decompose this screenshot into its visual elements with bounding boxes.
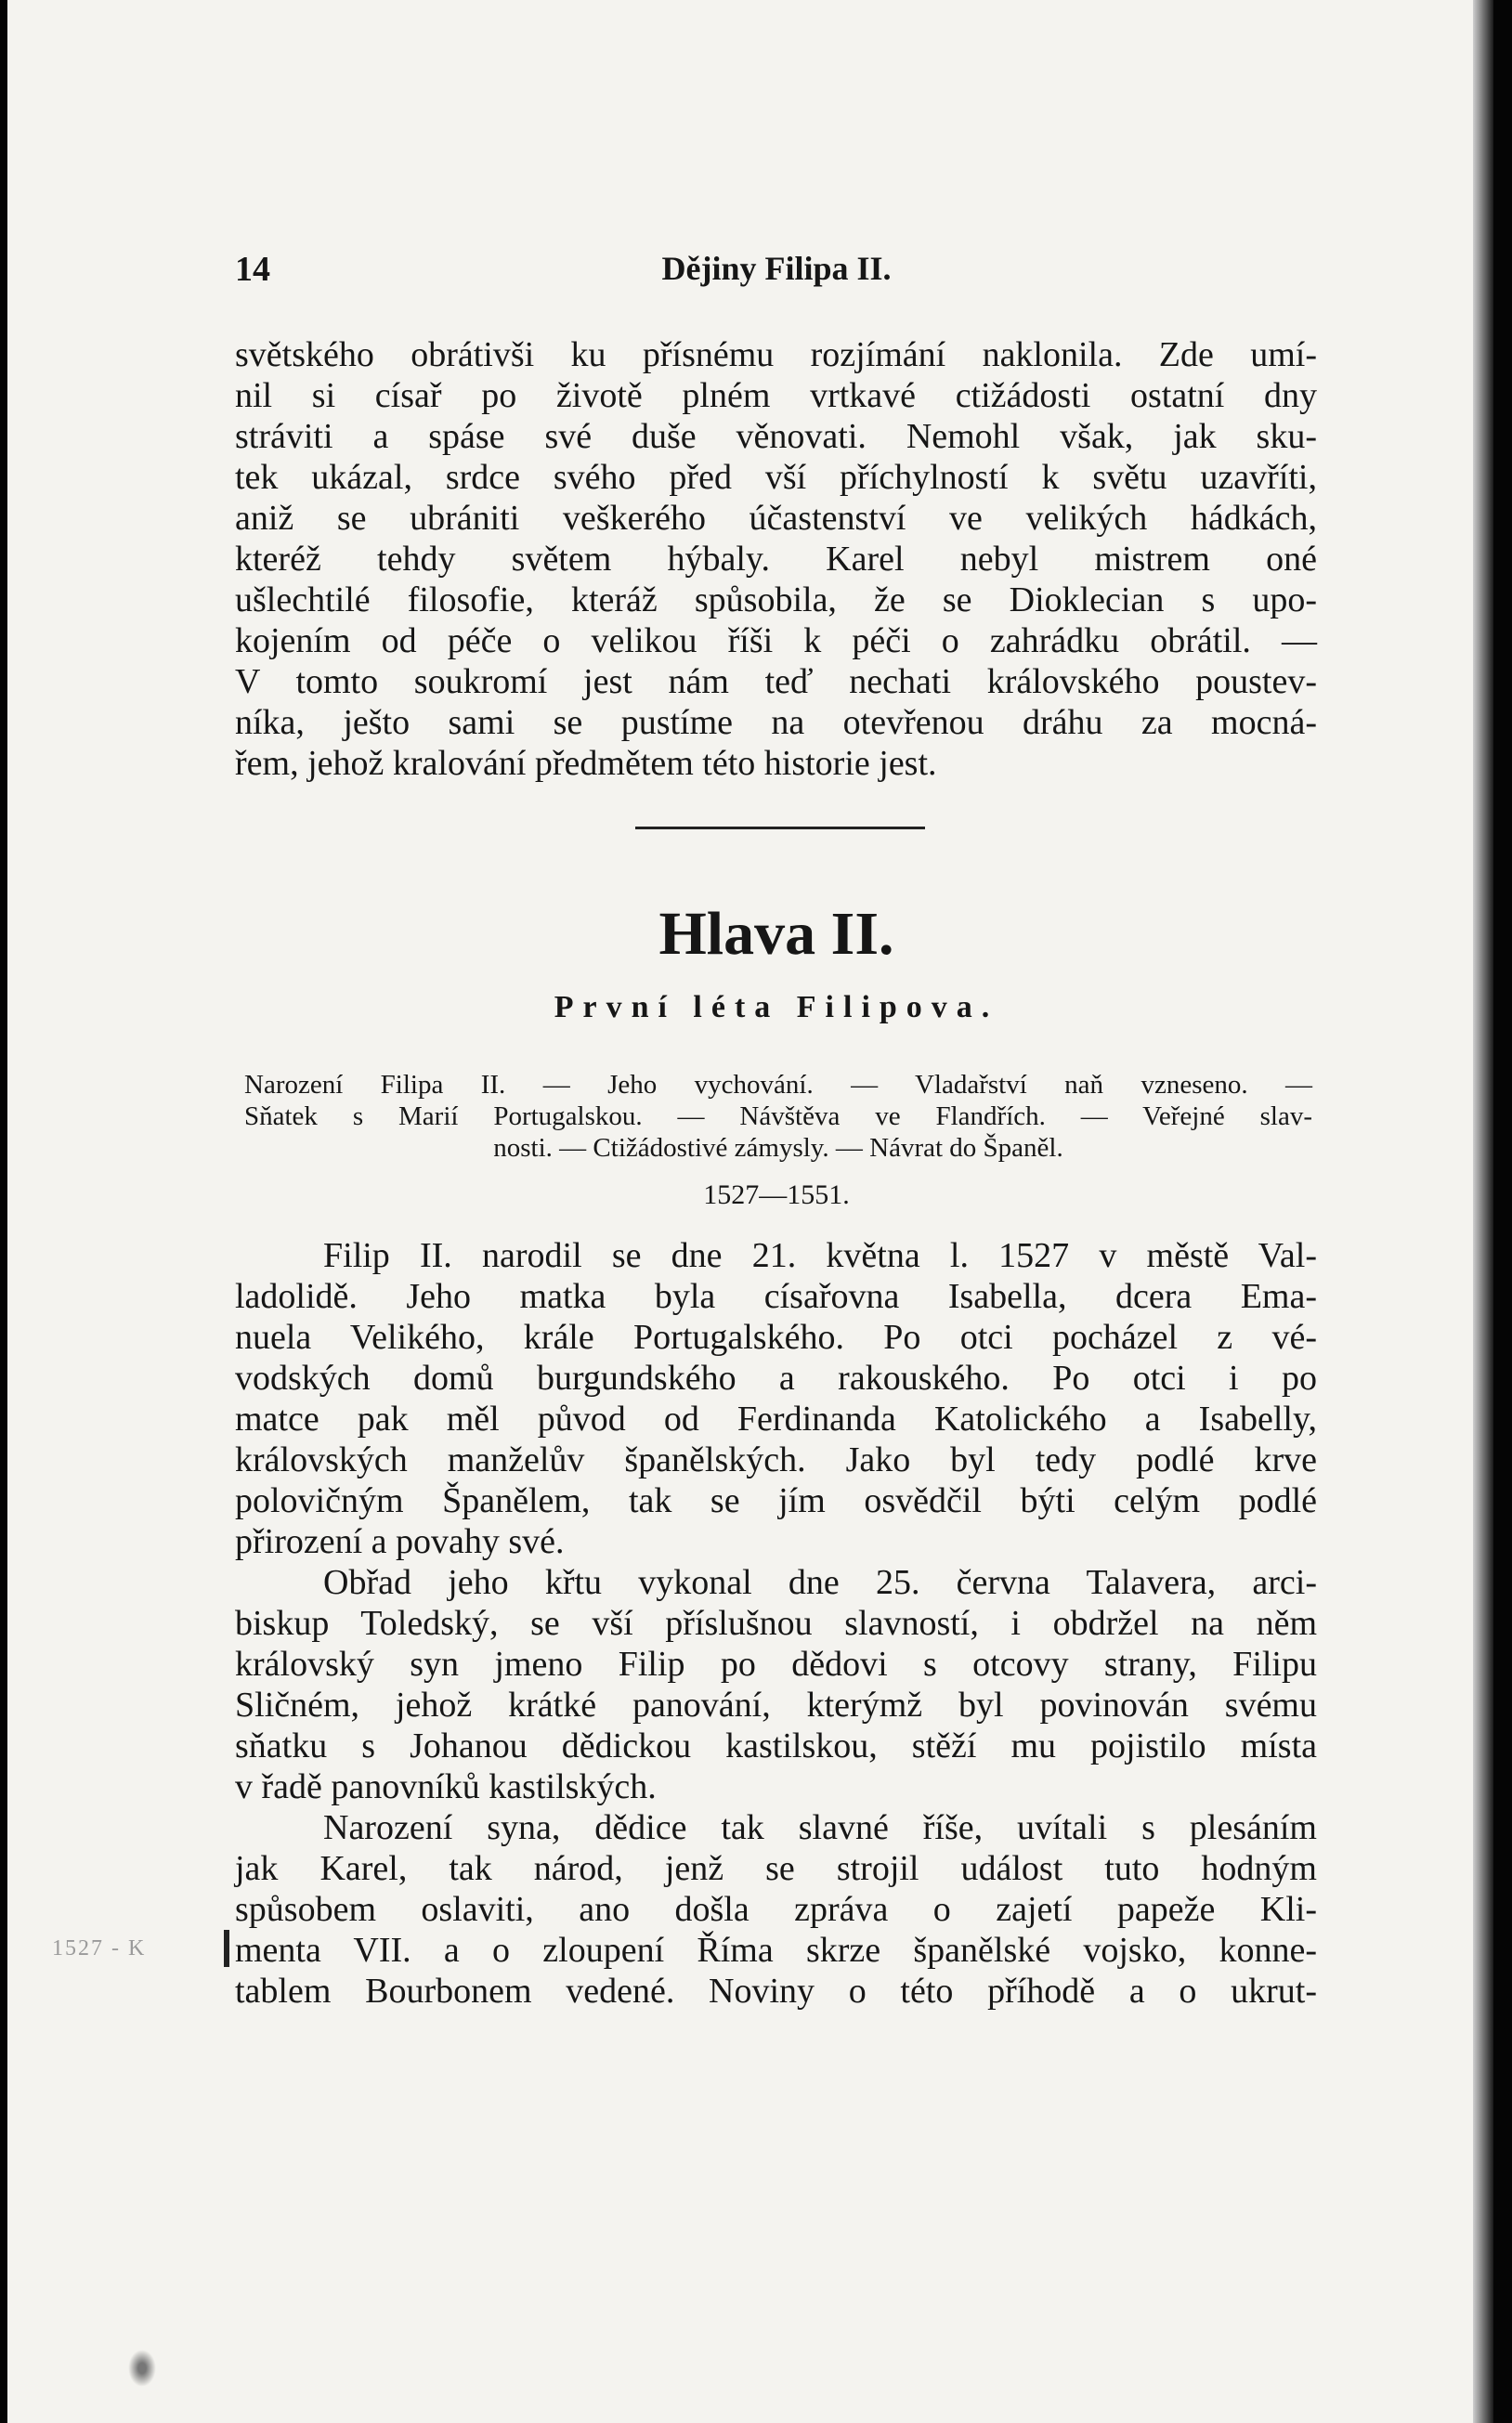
ink-smudge: [128, 2350, 156, 2387]
chapter-summary-line: Sňatek s Marií Portugalskou. — Návštěva ve Flandřích. — Veřejné slav-: [244, 1101, 1312, 1131]
text-line: aniž se ubrániti veškerého účastenství ve velikých hádkách,: [235, 499, 1317, 538]
text-line: menta VII. a o zloupení Říma skrze španělské vojsko, konne-: [235, 1931, 1317, 1970]
chapter-years: 1527—1551.: [703, 1179, 850, 1210]
text-line: vodských domů burgundského a rakouského. Po otci i po: [235, 1359, 1317, 1398]
text-line: biskup Toledský, se vší příslušnou slavností, i obdržel na něm: [235, 1604, 1317, 1643]
text-line: ladolidě. Jeho matka byla císařovna Isabella, dcera Ema-: [235, 1277, 1317, 1316]
text-line: níka, ješto sami se pustíme na otevřenou dráhu za mocná-: [235, 703, 1317, 742]
text-line: řem, jehož kralování předmětem této historie jest.: [235, 744, 937, 783]
chapter-summary-line: nosti. — Ctižádostivé zámysly. — Návrat do Španěl.: [493, 1133, 1063, 1163]
text-line: Obřad jeho křtu vykonal dne 25. června Talavera, arci-: [323, 1563, 1317, 1602]
text-line: nuela Velikého, krále Portugalského. Po otci pocházel z vé-: [235, 1318, 1317, 1357]
text-line: kteréž tehdy světem hýbaly. Karel nebyl mistrem oné: [235, 540, 1317, 579]
text-line: matce pak měl původ od Ferdinanda Katolického a Isabelly,: [235, 1400, 1317, 1439]
section-divider: [635, 827, 925, 829]
text-line: světského obrátivši ku přísnému rozjímání naklonila. Zde umí-: [235, 335, 1317, 374]
chapter-summary-line: Narození Filipa II. — Jeho vychování. — Vladařství naň vzneseno. —: [244, 1070, 1312, 1100]
text-line: ušlechtilé filosofie, kteráž spůsobila, že se Dioklecian s upo-: [235, 580, 1317, 619]
page-edge-shadow: [1473, 0, 1493, 2423]
text-line: Narození syna, dědice tak slavné říše, uvítali s plesáním: [323, 1808, 1317, 1847]
page-number: 14: [235, 250, 270, 289]
text-line: polovičným Španělem, tak se jím osvědčil býti celým podlé: [235, 1481, 1317, 1520]
text-line: jak Karel, tak národ, jenž se strojil událost tuto hodným: [235, 1849, 1317, 1888]
text-line: v řadě panovníků kastilských.: [235, 1767, 657, 1806]
text-line: Sličném, jehož krátké panování, kterýmž byl povinován svému: [235, 1686, 1317, 1725]
text-line: královský syn jmeno Filip po dědovi s otcovy strany, Filipu: [235, 1645, 1317, 1684]
text-line: Filip II. narodil se dne 21. května l. 1527 v městě Val-: [323, 1236, 1317, 1275]
chapter-title: Hlava II.: [658, 900, 894, 968]
book-page: [7, 0, 1493, 2423]
text-line: stráviti a spáse své duše věnovati. Nemohl však, jak sku-: [235, 417, 1317, 456]
margin-mark: [224, 1930, 229, 1967]
text-line: nil si císař po životě plném vrtkavé ctižádosti ostatní dny: [235, 376, 1317, 415]
running-title: Dějiny Filipa II.: [661, 250, 892, 287]
text-line: přirození a povahy své.: [235, 1522, 565, 1561]
text-line: sňatku s Johanou dědickou kastilskou, stěží mu pojistilo místa: [235, 1726, 1317, 1765]
text-line: spůsobem oslaviti, ano došla zpráva o zajetí papeže Kli-: [235, 1890, 1317, 1929]
margin-annotation: 1527 - K: [52, 1936, 147, 1961]
text-line: královských manželův španělských. Jako byl tedy podlé krve: [235, 1440, 1317, 1479]
chapter-subtitle: První léta Filipova.: [554, 990, 999, 1024]
text-line: tek ukázal, srdce svého před vší příchylností k světu uzavříti,: [235, 458, 1317, 497]
text-line: V tomto soukromí jest nám teď nechati královského poustev-: [235, 662, 1317, 701]
text-line: kojením od péče o velikou říši k péči o zahrádku obrátil. —: [235, 621, 1317, 660]
text-line: tablem Bourbonem vedené. Noviny o této příhodě a o ukrut-: [235, 1972, 1317, 2011]
